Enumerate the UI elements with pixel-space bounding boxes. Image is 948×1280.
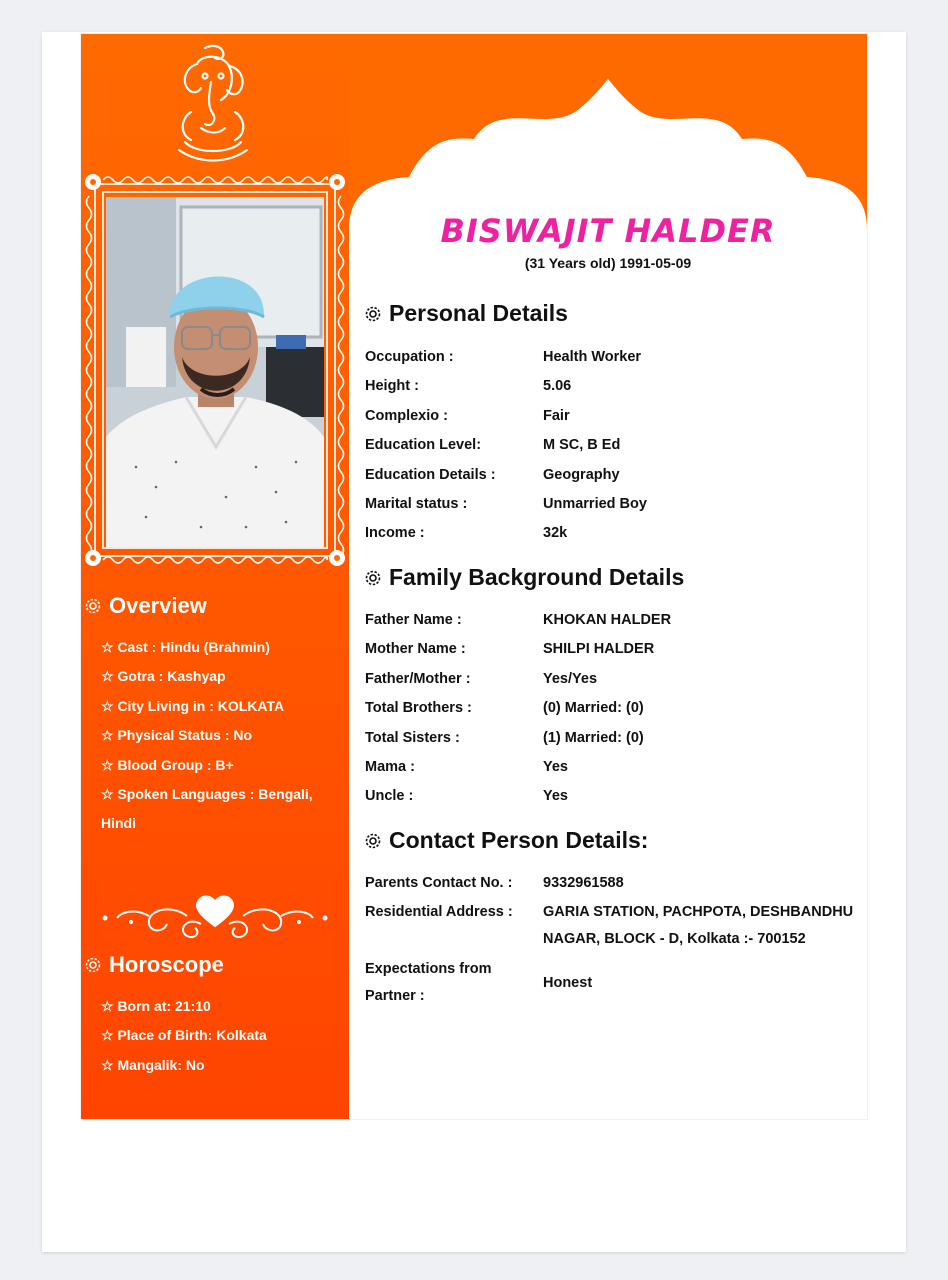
gear-icon bbox=[83, 955, 103, 975]
contact-address-value: GARIA STATION, PACHPOTA, DESHBANDHU NAGAR, BLOCK - D, Kolkata :- 700152 bbox=[543, 904, 854, 947]
gear-icon bbox=[83, 596, 103, 616]
contact-details-title: Contact Person Details: bbox=[389, 827, 649, 853]
family-row-value: (0) Married: (0) bbox=[543, 700, 644, 717]
personal-row-value: 5.06 bbox=[543, 378, 572, 395]
gear-icon bbox=[363, 304, 383, 324]
family-row-label: Father/Mother : bbox=[365, 670, 471, 687]
overview-item: ☆ City Living in : KOLKATA bbox=[101, 697, 285, 714]
personal-row-label: Education Level: bbox=[365, 437, 482, 454]
heart-ornament-icon bbox=[91, 886, 339, 946]
overview-item: ☆ Blood Group : B+ bbox=[101, 756, 234, 773]
contact-expectations-value: Honest bbox=[543, 975, 593, 991]
personal-row-label: Income : bbox=[365, 525, 425, 542]
white-content-area bbox=[349, 274, 867, 1119]
personal-details-heading bbox=[363, 300, 568, 327]
family-row-label: Uncle : bbox=[365, 788, 414, 805]
overview-title: Overview bbox=[109, 593, 207, 618]
personal-row-value: Fair bbox=[543, 407, 570, 424]
horoscope-item: ☆ Born at: 21:10 bbox=[101, 998, 211, 1014]
family-details-title: Family Background Details bbox=[389, 564, 685, 590]
profile-age-dob: (31 Years old) 1991-05-09 bbox=[524, 255, 692, 271]
contact-parents-label: Parents Contact No. : bbox=[365, 875, 513, 891]
horoscope-item: ☆ Place of Birth: Kolkata bbox=[101, 1027, 267, 1044]
personal-row-label: Marital status : bbox=[365, 496, 468, 512]
personal-row-label: Education Details : bbox=[365, 466, 496, 483]
family-row-value: SHILPI HALDER bbox=[543, 641, 655, 658]
personal-row-label: Occupation : bbox=[365, 349, 454, 365]
horoscope-title: Horoscope bbox=[109, 952, 224, 977]
personal-row-value: M SC, B Ed bbox=[543, 437, 621, 454]
biodata-card bbox=[80, 33, 868, 1120]
family-row-label: Total Sisters : bbox=[365, 729, 460, 746]
personal-row-label: Height : bbox=[365, 378, 419, 395]
profile-name: BISWAJIT HALDER bbox=[440, 212, 776, 250]
family-row-label: Mama : bbox=[365, 759, 415, 775]
overview-heading bbox=[83, 593, 207, 619]
personal-row-value: Geography bbox=[543, 466, 620, 483]
gear-icon bbox=[363, 568, 383, 588]
family-row-label: Father Name : bbox=[365, 612, 462, 628]
family-row-value: Yes bbox=[543, 759, 568, 775]
gear-icon bbox=[363, 831, 383, 851]
personal-row-value: Health Worker bbox=[543, 349, 642, 365]
contact-parents-value: 9332961588 bbox=[543, 875, 624, 891]
personal-row-value: Unmarried Boy bbox=[543, 496, 647, 512]
contact-expectations-label-1: Expectations from bbox=[365, 961, 492, 977]
horoscope-heading bbox=[83, 952, 224, 978]
family-row-value: Yes bbox=[543, 788, 568, 805]
personal-details-title: Personal Details bbox=[389, 300, 568, 326]
family-row-value: (1) Married: (0) bbox=[543, 729, 644, 746]
contact-expectations-label-2: Partner : bbox=[365, 988, 425, 1004]
horoscope-item: ☆ Mangalik: No bbox=[101, 1056, 205, 1073]
family-row-value: KHOKAN HALDER bbox=[543, 612, 672, 628]
contact-details-heading bbox=[363, 827, 648, 854]
overview-item: ☆ Spoken Languages : Bengali, Hindi bbox=[101, 786, 313, 831]
family-row-label: Total Brothers : bbox=[365, 700, 472, 717]
contact-address-label: Residential Address : bbox=[365, 904, 513, 920]
overview-item: ☆ Gotra : Kashyap bbox=[101, 668, 226, 685]
overview-item: ☆ Physical Status : No bbox=[101, 727, 253, 744]
ganesha-icon bbox=[165, 42, 261, 166]
family-details-heading bbox=[363, 564, 684, 591]
family-row-label: Mother Name : bbox=[365, 641, 466, 658]
profile-photo bbox=[106, 197, 324, 547]
personal-row-value: 32k bbox=[543, 525, 568, 542]
family-row-value: Yes/Yes bbox=[543, 670, 598, 687]
personal-row-label: Complexio : bbox=[365, 407, 448, 424]
overview-item: ☆ Cast : Hindu (Brahmin) bbox=[101, 639, 270, 655]
